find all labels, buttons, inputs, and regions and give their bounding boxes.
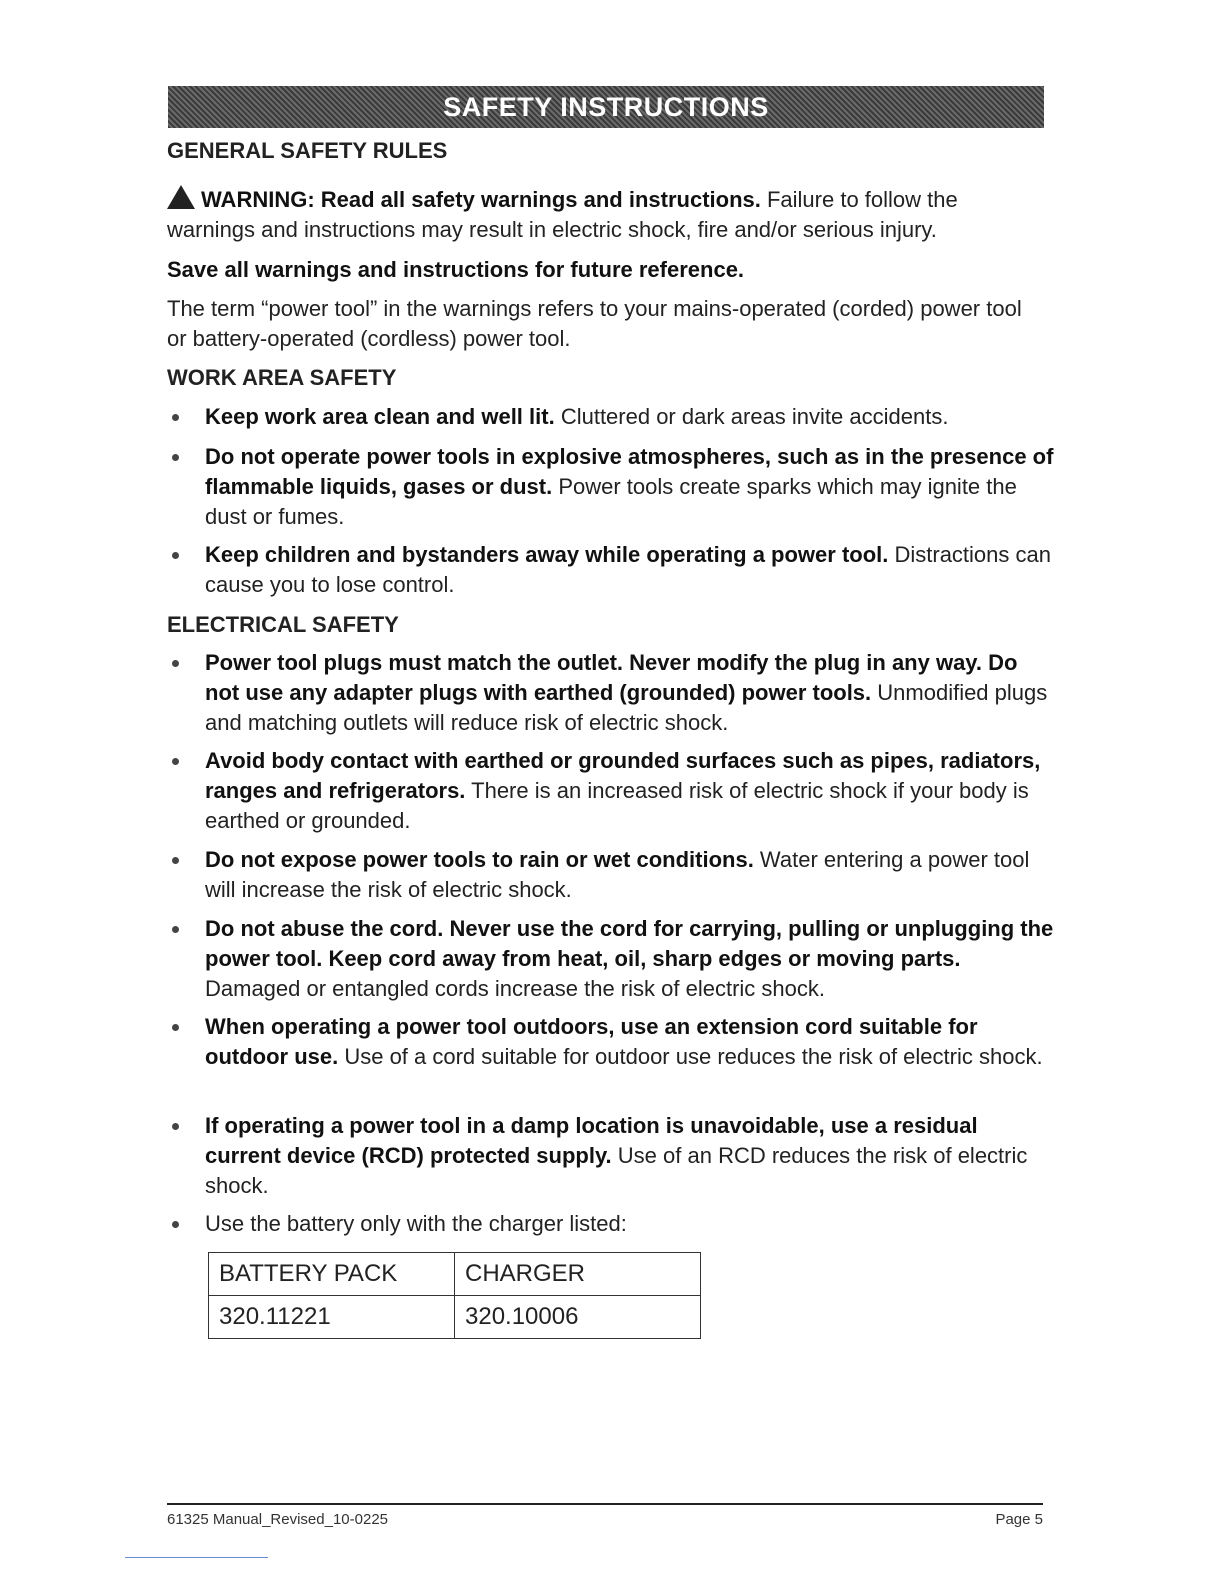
list-item xyxy=(205,442,1055,532)
footer-divider xyxy=(167,1503,1043,1505)
save-note: Save all warnings and instructions for future reference. xyxy=(167,257,745,282)
table-header-row xyxy=(209,1253,701,1296)
item-bold: If operating a power tool in a damp location is unavoidable, use a residual current device (RCD) protected supply. xyxy=(205,1113,978,1168)
work-area-heading: WORK AREA SAFETY xyxy=(167,365,397,390)
item-text: Damaged or entangled cords increase the risk of electric shock. xyxy=(205,976,825,1001)
footer-doc-id: 61325 Manual_Revised_10-0225 xyxy=(167,1511,389,1528)
item-bold: Keep work area clean and well lit. xyxy=(205,404,555,429)
item-text: Unmodified plugs and matching outlets will reduce risk of electric shock. xyxy=(205,680,1048,735)
item-text: Distractions can cause you to lose control. xyxy=(205,542,1051,597)
item-bold: Power tool plugs must match the outlet. Never modify the plug in any way. Do not use any adapter plugs with earthed (grounded) power tools. xyxy=(205,650,1018,705)
cell: 320.10006 xyxy=(455,1296,701,1339)
footer-page-number: Page 5 xyxy=(995,1511,1043,1528)
list-item xyxy=(205,746,1055,836)
item-bold: Keep children and bystanders away while operating a power tool. xyxy=(205,542,889,567)
item-text: Power tools create sparks which may ignite the dust or fumes. xyxy=(205,474,1017,529)
bullet-icon xyxy=(172,1221,179,1228)
bullet-icon xyxy=(172,660,179,667)
item-bold: Do not abuse the cord. Never use the cord for carrying, pulling or unplugging the power tool. Keep cord away from heat, oil, sharp edges or moving parts. xyxy=(205,916,1054,971)
item-text: Cluttered or dark areas invite accidents. xyxy=(554,404,949,429)
list-item xyxy=(205,540,1055,600)
warning-text: Failure to follow the warnings and instructions may result in electric shock, fire and/or serious injury. xyxy=(167,187,958,242)
table-row xyxy=(209,1296,701,1339)
item-text: Use of a cord suitable for outdoor use reduces the risk of electric shock. xyxy=(338,1044,1043,1069)
item-text: Water entering a power tool will increase the risk of electric shock. xyxy=(205,847,1030,902)
electrical-heading: ELECTRICAL SAFETY xyxy=(167,612,399,637)
scan-edge-line xyxy=(125,1557,268,1558)
bullet-icon xyxy=(172,552,179,559)
list-item xyxy=(205,845,1055,905)
list-item xyxy=(205,914,1055,1004)
item-bold: Avoid body contact with earthed or grounded surfaces such as pipes, radiators, ranges and refrigerators. xyxy=(205,748,1041,803)
header-cell: CHARGER xyxy=(455,1253,701,1296)
item-bold: Do not expose power tools to rain or wet conditions. xyxy=(205,847,754,872)
list-item xyxy=(205,1111,1055,1201)
term-paragraph: The term “power tool” in the warnings refers to your mains-operated (corded) power tool or battery-operated (cordless) power tool. xyxy=(167,296,1022,351)
list-item xyxy=(205,1209,1055,1239)
warning-paragraph xyxy=(167,185,1047,245)
cell: 320.11221 xyxy=(209,1296,455,1339)
item-bold: Do not operate power tools in explosive atmospheres, such as in the presence of flammable liquids, gases or dust. xyxy=(205,444,1054,499)
banner-title: SAFETY INSTRUCTIONS xyxy=(443,91,769,122)
general-heading: GENERAL SAFETY RULES xyxy=(167,138,448,163)
list-item xyxy=(205,648,1055,738)
list-item xyxy=(205,1012,1055,1072)
bullet-icon xyxy=(172,857,179,864)
bullet-icon xyxy=(172,758,179,765)
item-text: Use the battery only with the charger listed: xyxy=(205,1211,627,1236)
warning-bold: WARNING: Read all safety warnings and instructions. xyxy=(201,187,761,212)
bullet-icon xyxy=(172,454,179,461)
item-text: There is an increased risk of electric shock if your body is earthed or grounded. xyxy=(205,778,1029,833)
bullet-icon xyxy=(172,414,179,421)
bullet-icon xyxy=(172,926,179,933)
battery-charger-table xyxy=(208,1252,701,1339)
item-bold: When operating a power tool outdoors, use an extension cord suitable for outdoor use. xyxy=(205,1014,978,1069)
bullet-icon xyxy=(172,1123,179,1130)
bullet-icon xyxy=(172,1024,179,1031)
item-text: Use of an RCD reduces the risk of electric shock. xyxy=(205,1143,1028,1198)
header-cell: BATTERY PACK xyxy=(209,1253,455,1296)
list-item xyxy=(205,402,1055,432)
warning-triangle-icon xyxy=(167,185,195,209)
section-banner xyxy=(168,86,1044,128)
